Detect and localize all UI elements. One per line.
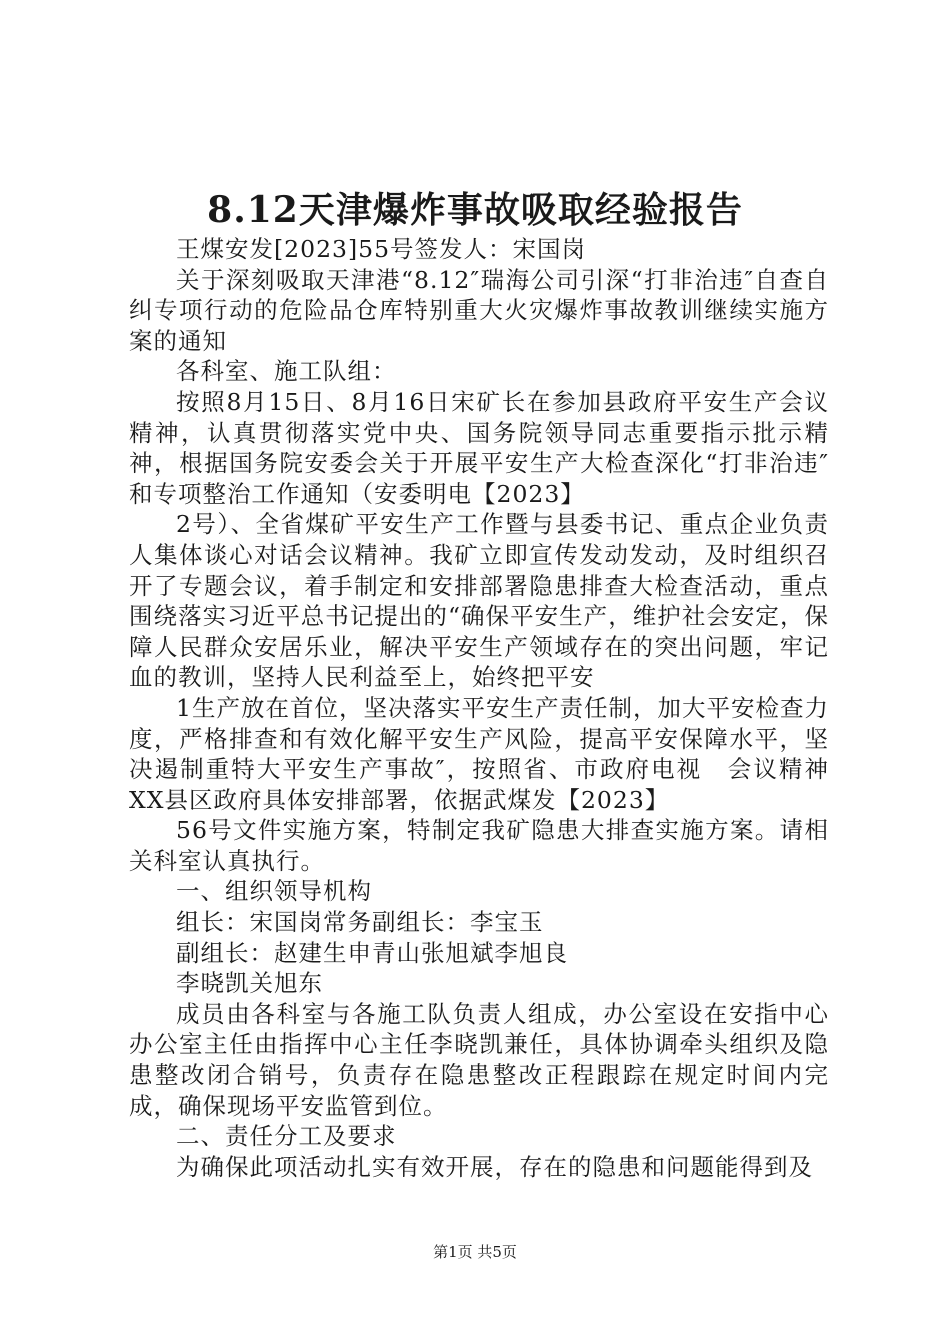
paragraph-notice-title: 关于深刻吸取天津港“8.12″瑞海公司引深“打非治违″自查自纠专项行动的危险品仓库特别重大火灾爆炸事故教训继续实施方案的通知 [129,265,829,355]
paragraph-body: 按照8月15日、8月16日宋矿长在参加县政府平安生产会议精神，认真贯彻落实党中央、国务院领导同志重要指示批示精神，根据国务院安委会关于开展平安生产大检查深化“打非治违″和专项整治工作通知（安委明电【2023】 [129,387,829,508]
paragraph-doc-number: 王煤安发[2023]55号签发人：宋国岗 [176,235,587,263]
paragraph-body: 1生产放在首位，坚决落实平安生产责任制，加大平安检查力度，严格排查和有效化解平安生产风险，提高平安保障水平，坚决遏制重特大平安生产事故″，按照省、市政府电视 会议精神XX县区政府具体安排部署，依据武煤发【2023】 [129,693,829,814]
paragraph-members: 成员由各科室与各施工队负责人组成，办公室设在安指中心办公室主任由指挥中心主任李晓凯兼任，具体协调牵头组织及隐患整改闭合销号，负责存在隐患整改正程跟踪在规定时间内完成，确保现场平安监管到位。 [129,999,829,1120]
paragraph-leader: 组长：宋国岗常务副组长：李宝玉 [176,908,544,937]
document-title: 8.12天津爆炸事故吸取经验报告 [207,189,743,231]
paragraph-deputy-leaders-cont: 李晓凯关旭东 [176,969,323,998]
paragraph-body: 为确保此项活动扎实有效开展，存在的隐患和问题能得到及 [176,1152,813,1181]
paragraph-addressee: 各科室、施工队组： [176,357,397,386]
section-heading: 一、组织领导机构 [176,877,372,906]
document-body [129,234,829,1182]
page-footer: 第1页 共5页 [433,1243,517,1261]
paragraph-body: 56号文件实施方案，特制定我矿隐患大排查实施方案。请相关科室认真执行。 [129,816,829,875]
paragraph-body: 2号）、全省煤矿平安生产工作暨与县委书记、重点企业负责人集体谈心对话会议精神。我矿立即宣传发动发动，及时组织召开了专题会议，着手制定和安排部署隐患排查大检查活动，重点围绕落实习近平总书记提出的“确保平安生产，维护社会安定，保障人民群众安居乐业，解决平安生产领域存在的突出问题，牢记血的教训，坚持人民利益至上，始终把平安 [129,510,829,692]
section-heading: 二、责任分工及要求 [176,1122,397,1151]
paragraph-deputy-leaders: 副组长：赵建生申青山张旭斌李旭良 [176,938,568,967]
